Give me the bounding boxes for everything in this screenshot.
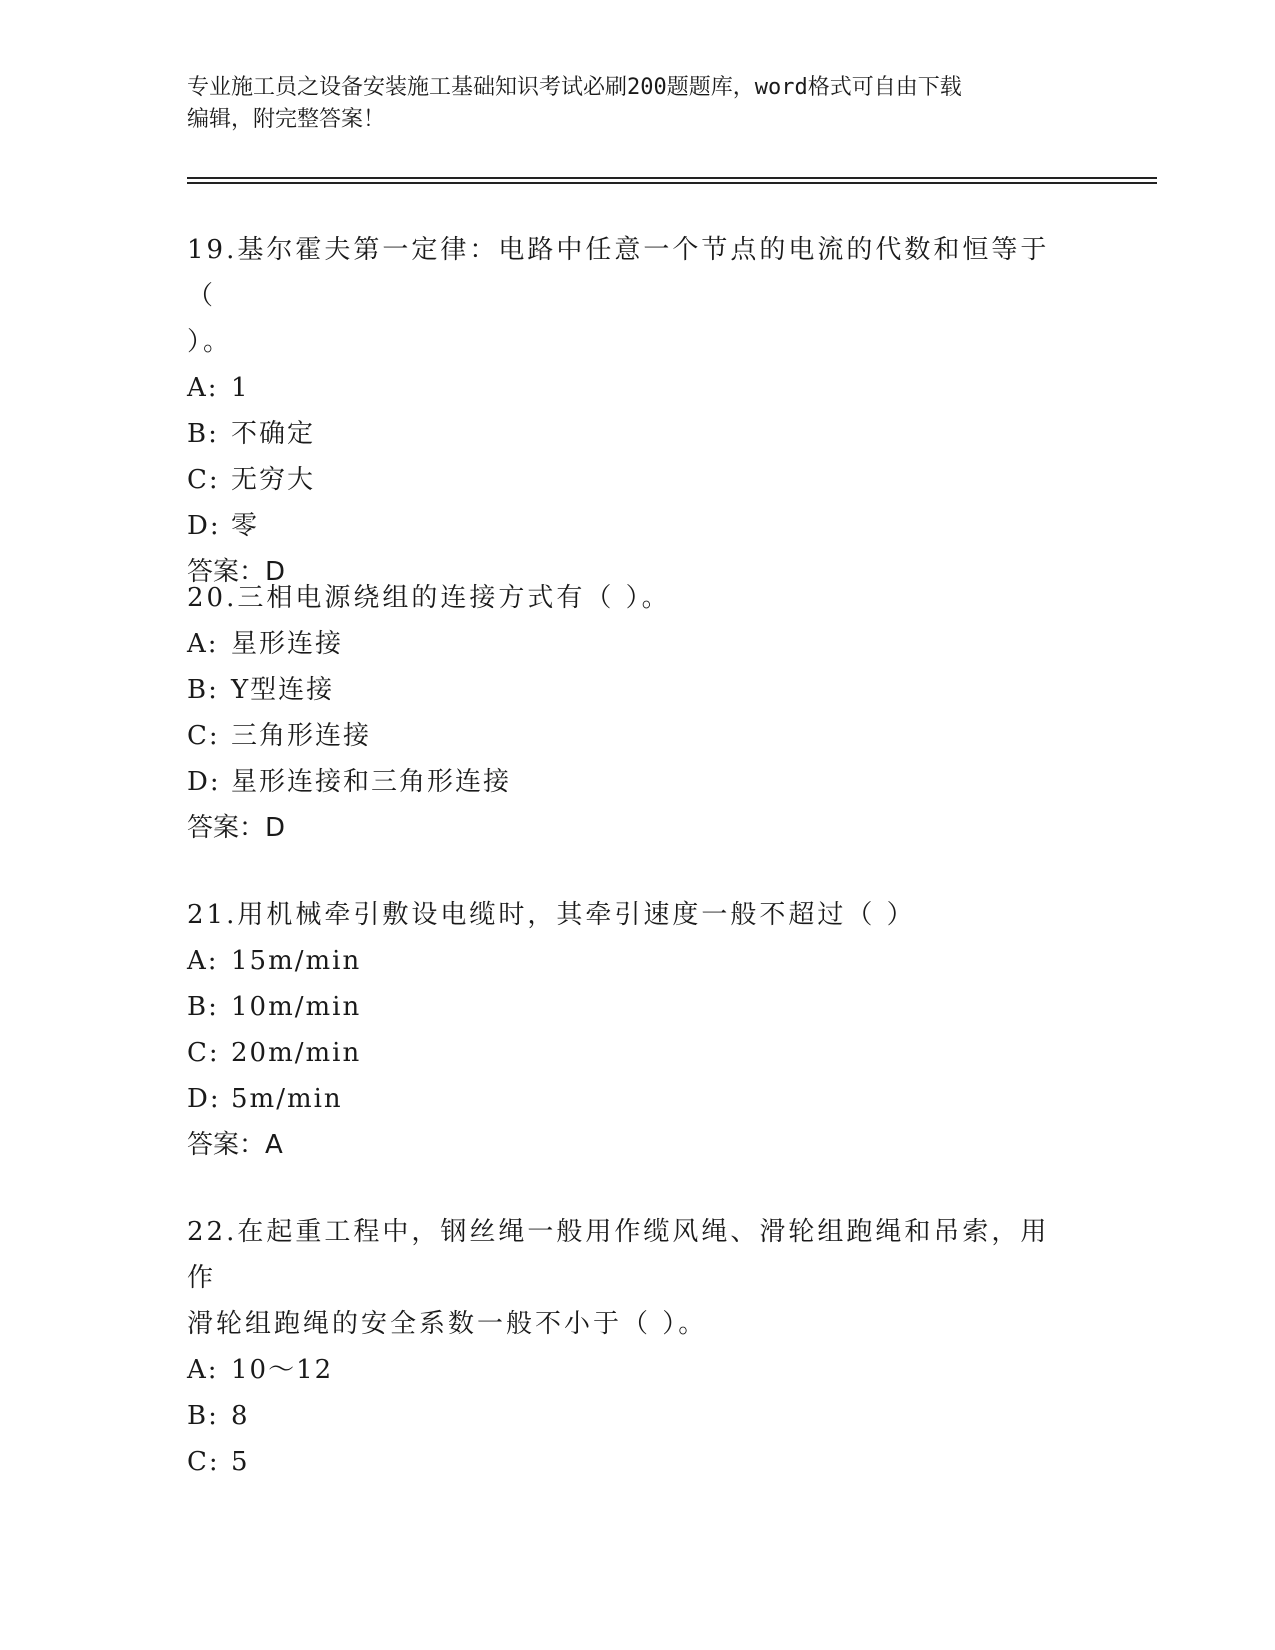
option-b [187, 1393, 1067, 1439]
option-text: 10～12 [231, 1355, 334, 1385]
question-stem: 22.在起重工程中，钢丝绳一般用作缆风绳、滑轮组跑绳和吊索，用作 [187, 1217, 1050, 1293]
option-text: 5m/min [231, 1084, 343, 1114]
option-label: D: [187, 1084, 221, 1114]
option-text: 15m/min [231, 946, 362, 976]
option-text: 星形连接 [231, 629, 344, 659]
option-text: 5 [231, 1447, 250, 1477]
option-text: 不确定 [231, 419, 316, 449]
question-stem-continued: ）。 [187, 327, 233, 357]
option-a [187, 365, 1067, 411]
option-d [187, 503, 1067, 549]
answer: 答案：D [187, 813, 286, 843]
option-b [187, 411, 1067, 457]
document-header [187, 72, 1067, 136]
option-label: C: [187, 1038, 220, 1068]
option-text: 无穷大 [231, 465, 316, 495]
option-b [187, 984, 1067, 1030]
option-label: A: [187, 946, 219, 976]
option-label: A: [187, 1355, 219, 1385]
option-text: 星形连接和三角形连接 [231, 767, 512, 797]
header-divider-bottom [187, 182, 1157, 184]
option-label: A: [187, 373, 219, 403]
header-line-2: 编辑，附完整答案！ [187, 107, 386, 132]
question-stem: 20.三相电源绕组的连接方式有（ ）。 [187, 583, 671, 613]
option-c [187, 457, 1067, 503]
option-label: D: [187, 767, 221, 797]
option-a [187, 938, 1067, 984]
question-stem-continued: 滑轮组跑绳的安全系数一般不小于（ ）。 [187, 1309, 708, 1339]
option-text: 20m/min [231, 1038, 362, 1068]
option-text: 8 [231, 1401, 250, 1431]
option-label: B: [187, 419, 219, 449]
option-text: 1 [231, 373, 250, 403]
answer: 答案：D [187, 557, 286, 587]
option-d [187, 1076, 1067, 1122]
option-c [187, 1030, 1067, 1076]
question-19 [187, 227, 1067, 595]
option-label: B: [187, 675, 219, 705]
header-line-1: 专业施工员之设备安装施工基础知识考试必刷200题题库，word格式可自由下载 [187, 75, 962, 100]
option-text: 三角形连接 [231, 721, 372, 751]
option-text: 零 [231, 511, 260, 541]
question-20 [187, 575, 1067, 851]
option-d [187, 759, 1067, 805]
option-a [187, 1347, 1067, 1393]
option-label: C: [187, 1447, 220, 1477]
question-21 [187, 892, 1067, 1168]
option-label: A: [187, 629, 219, 659]
question-stem: 21.用机械牵引敷设电缆时，其牵引速度一般不超过（ ） [187, 900, 916, 930]
option-label: C: [187, 465, 220, 495]
question-22 [187, 1209, 1067, 1485]
question-stem: 19.基尔霍夫第一定律：电路中任意一个节点的电流的代数和恒等于（ [187, 235, 1050, 311]
option-label: B: [187, 992, 219, 1022]
option-label: C: [187, 721, 220, 751]
option-c [187, 1439, 1067, 1485]
option-text: 10m/min [231, 992, 362, 1022]
option-c [187, 713, 1067, 759]
option-label: B: [187, 1401, 219, 1431]
option-a [187, 621, 1067, 667]
option-b [187, 667, 1067, 713]
answer: 答案：A [187, 1130, 283, 1160]
header-divider-top [187, 177, 1157, 179]
option-text: Y型连接 [231, 675, 335, 705]
option-label: D: [187, 511, 221, 541]
